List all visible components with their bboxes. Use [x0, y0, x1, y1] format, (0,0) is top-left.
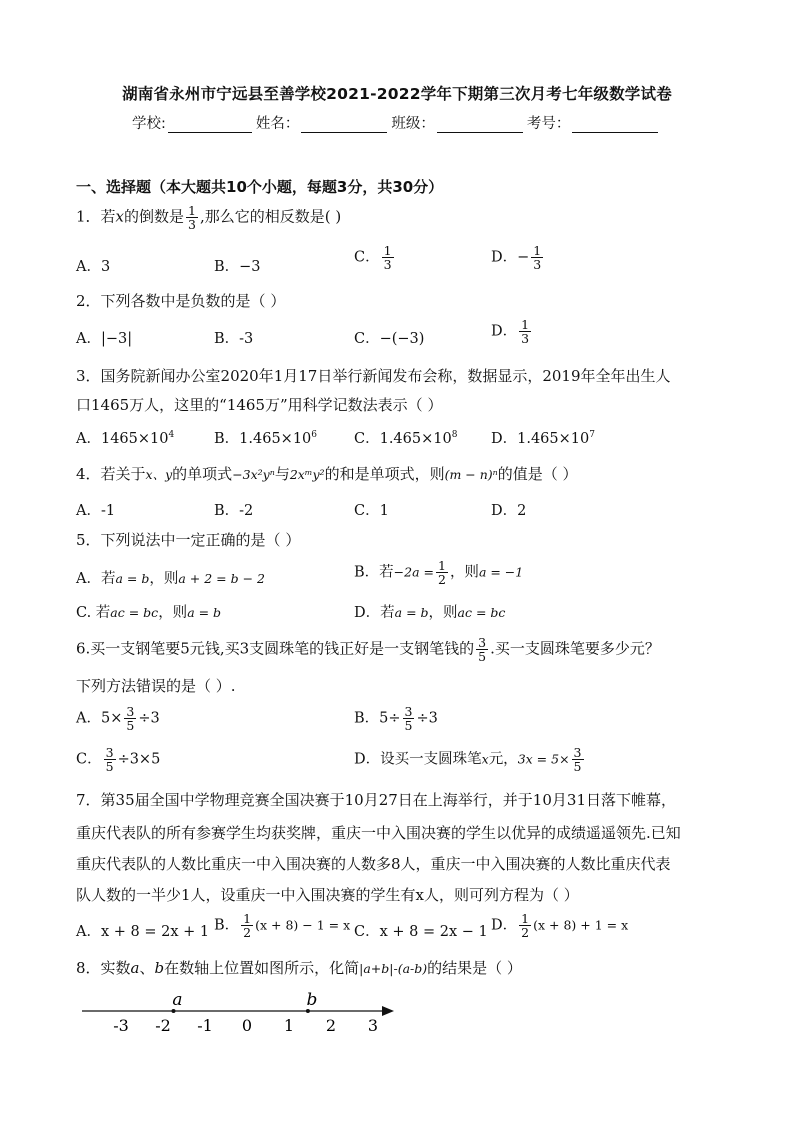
q7-b-den: 2: [243, 925, 252, 941]
q3-option-d[interactable]: [491, 427, 595, 448]
q4-expr: (m − n)ⁿ: [444, 467, 498, 482]
name-label: 姓名：: [255, 116, 300, 132]
q1-c-label: C．: [354, 249, 380, 266]
question-8-stem: [76, 957, 522, 978]
q2-d-num: 1: [521, 317, 530, 332]
q6-option-d[interactable]: [354, 746, 586, 773]
question-2-stem: 2．下列各数中是负数的是（ ）: [76, 292, 286, 310]
q5-b-num: 1: [437, 558, 446, 573]
q2-d-fraction: [519, 318, 531, 345]
q6-c-fraction: [104, 746, 116, 773]
q6-c-post: ÷3×5: [117, 751, 161, 768]
q1-frac-den: 3: [188, 217, 196, 233]
q1-d-fraction: [531, 244, 543, 271]
q7-d-post: (x + 8) + 1 = x: [533, 917, 629, 933]
school-blank[interactable]: [168, 116, 252, 133]
q7-d-den: 2: [521, 925, 530, 941]
q6-post: .买一支圆珠笔要多少元？: [490, 639, 660, 658]
q4-mid3: 的和是单项式，则: [324, 465, 445, 483]
point-a-label: a: [172, 990, 183, 1010]
q5-option-b[interactable]: [354, 559, 523, 586]
q5-a-m2: a + 2 = b − 2: [178, 571, 265, 586]
section-heading: 一、选择题（本大题共10个小题，每题3分，共30分）: [76, 178, 444, 196]
q1-option-b[interactable]: B．−3: [214, 259, 261, 275]
q1-fraction: [186, 204, 198, 231]
number-line-ticks: [113, 1016, 378, 1035]
point-b-label: b: [306, 990, 318, 1010]
q3-option-b[interactable]: [214, 427, 317, 448]
q1-option-a[interactable]: A．3: [76, 259, 111, 275]
q5-b-mid: ，则: [449, 564, 479, 581]
q2-option-c[interactable]: C．−(−3): [354, 331, 425, 347]
q6-d-eq: 3x = 5×: [517, 751, 570, 767]
number-line-arrow-icon: [382, 1006, 394, 1016]
q6-f-den: 5: [478, 649, 487, 665]
q6-d-fraction: [572, 746, 584, 773]
q6-a-den: 5: [126, 718, 135, 734]
q1-frac-num: 1: [188, 203, 196, 218]
q6-option-b[interactable]: [354, 705, 438, 732]
q8-mid: 在数轴上位置如图所示，化简: [164, 959, 360, 977]
q6-c-num: 3: [105, 745, 114, 760]
q6-b-fraction: [403, 705, 415, 732]
q8-post: 的结果是（ ）: [427, 959, 522, 977]
q6-d-x: x: [481, 751, 489, 767]
q6-d-mid: 元，: [488, 751, 518, 768]
q3-b-exp: 6: [311, 430, 318, 441]
question-4-stem: [76, 463, 578, 484]
q6-d-pre: D．设买一支圆珠笔: [354, 751, 482, 768]
q3-d-exp: 7: [589, 430, 595, 441]
q4-mono1: −3x²yⁿ: [232, 467, 275, 482]
q4-vars: x、y: [145, 467, 173, 482]
q6-option-a[interactable]: [76, 705, 160, 732]
q5-option-d[interactable]: [354, 601, 505, 622]
exam-no-blank[interactable]: [572, 116, 658, 133]
q6-d-den: 5: [573, 759, 582, 775]
q5-a-m1: a = b: [115, 571, 150, 586]
question-6-line-1: [76, 636, 660, 663]
q7-option-d[interactable]: [491, 912, 628, 939]
q5-b-fraction: [436, 559, 448, 586]
question-3-line-2: 口1465万人，这里的“1465万”用科学记数法表示（ ）: [76, 396, 443, 414]
q6-b-den: 5: [404, 718, 413, 734]
q3-a-base: A．1465×10: [76, 431, 169, 447]
q3-c-base: C．1.465×10: [354, 431, 452, 447]
q4-option-c[interactable]: C．1: [354, 503, 389, 519]
class-label: 班级：: [391, 116, 435, 132]
exam-title: 湖南省永州市宁远县至善学校2021-2022学年下期第三次月考七年级数学试卷: [122, 85, 672, 103]
tick-label: -3: [113, 1016, 129, 1035]
q5-d-m1: a = b: [394, 605, 429, 620]
q5-c-m2: a = b: [187, 605, 222, 620]
q3-d-base: D．1.465×10: [491, 431, 590, 447]
q5-b-m1: −2a =: [393, 564, 434, 580]
q7-option-c[interactable]: C．x + 8 = 2x − 1: [354, 924, 488, 940]
name-blank[interactable]: [301, 116, 387, 133]
school-label: 学校:: [132, 116, 166, 132]
q1-c-num: 1: [383, 243, 392, 258]
q5-c-pre: C. 若: [76, 605, 111, 621]
q6-a-pre: A．5×: [76, 710, 123, 727]
q5-c-mid: ，则: [158, 605, 188, 621]
q1-option-c[interactable]: [354, 244, 396, 271]
question-5-stem: 5．下列说法中一定正确的是（ ）: [76, 531, 301, 549]
q4-mid2: 与: [274, 465, 290, 483]
number-line-figure: [0, 985, 794, 1045]
q1-d-num: 1: [533, 243, 542, 258]
q1-var: x: [115, 207, 125, 226]
tick-label: -2: [155, 1016, 171, 1035]
q4-option-d[interactable]: D．2: [491, 503, 527, 519]
q7-option-a[interactable]: A．x + 8 = 2x + 1: [76, 924, 210, 940]
q7-d-num: 1: [521, 911, 530, 926]
q8-sep: 、: [139, 959, 155, 977]
q6-b-num: 3: [404, 704, 413, 719]
question-6-line-2: 下列方法错误的是（ ）.: [76, 677, 236, 695]
q6-pre: 6.买一支钢笔要5元钱,买3支圆珠笔的钱正好是一支钢笔钱的: [76, 639, 475, 658]
q4-option-a[interactable]: A．-1: [76, 503, 116, 519]
question-1-stem: [76, 204, 341, 231]
q5-option-a[interactable]: [76, 567, 265, 588]
q7-b-num: 1: [243, 911, 252, 926]
q3-c-exp: 8: [451, 430, 458, 441]
q6-fraction: [476, 636, 488, 663]
q3-a-exp: 4: [168, 430, 175, 441]
tick-label: 1: [283, 1016, 295, 1035]
q5-d-mid: ，则: [428, 605, 458, 621]
q5-a-mid: ，则: [149, 571, 179, 587]
q3-option-c[interactable]: [354, 427, 457, 448]
q5-option-c[interactable]: [76, 601, 221, 622]
q6-b-post: ÷3: [416, 710, 438, 727]
q8-pre: 8．实数: [76, 959, 131, 977]
q7-d-fraction: [519, 912, 531, 939]
q7-d-pre: D．: [491, 917, 518, 934]
q5-b-pre: B．若: [354, 564, 394, 581]
question-7-line-2: 重庆代表队的所有参赛学生均获奖牌，重庆一中入围决赛的学生以优异的成绩遥遥领先.已知: [76, 824, 681, 842]
question-7-line-4: 队人数的一半少1人，设重庆一中入围决赛的学生有x人，则可列方程为（ ）: [76, 886, 579, 904]
q5-a-pre: A．若: [76, 571, 116, 587]
tick-label: 3: [367, 1016, 379, 1035]
q6-c-den: 5: [105, 759, 114, 775]
q1-c-den: 3: [383, 257, 392, 273]
q2-option-d[interactable]: [491, 318, 533, 345]
q1-post: ,那么它的相反数是( ): [199, 207, 342, 226]
q2-option-a[interactable]: A．|−3|: [76, 331, 133, 347]
q5-b-m2: a = −1: [478, 564, 524, 580]
tick-label: 0: [241, 1016, 253, 1035]
q3-option-a[interactable]: [76, 427, 174, 448]
q7-b-fraction: [241, 912, 253, 939]
q6-d-num: 3: [573, 745, 582, 760]
q4-option-b[interactable]: B．-2: [214, 503, 254, 519]
exam-no-label: 考号：: [526, 116, 571, 132]
class-blank[interactable]: [437, 116, 523, 133]
q1-option-d[interactable]: [491, 244, 545, 271]
q7-b-post: (x + 8) − 1 = x: [255, 917, 351, 933]
student-info-row: [132, 112, 662, 133]
q8-b: b: [154, 959, 165, 977]
q5-b-den: 2: [437, 572, 446, 588]
q5-d-m2: ac = bc: [457, 605, 506, 620]
q4-mono2: 2xᵐy²: [289, 467, 325, 482]
q6-a-post: ÷3: [138, 710, 160, 727]
q1-mid: 的倒数是: [124, 207, 185, 226]
q7-b-pre: B．: [214, 917, 240, 934]
q6-option-c[interactable]: [76, 746, 160, 773]
q2-option-b[interactable]: B．-3: [214, 331, 254, 347]
q6-a-fraction: [124, 705, 136, 732]
q4-pre: 4．若关于: [76, 465, 146, 483]
q8-expr: |a+b|-(a-b): [359, 961, 428, 976]
question-7-line-3: 重庆代表队的人数比重庆一中入围决赛的人数多8人，重庆一中入围决赛的人数比重庆代表: [76, 855, 671, 873]
q7-option-b[interactable]: [214, 912, 350, 939]
q1-d-den: 3: [533, 257, 542, 273]
q6-b-pre: B．5÷: [354, 710, 401, 727]
q6-a-num: 3: [126, 704, 135, 719]
q2-d-den: 3: [521, 331, 530, 347]
q1-c-fraction: [382, 244, 394, 271]
question-7-line-1: 7．第35届全国中学物理竞赛全国决赛于10月27日在上海举行，并于10月31日落下帷幕，: [76, 791, 676, 809]
tick-label: 2: [325, 1016, 337, 1035]
question-3-line-1: 3．国务院新闻办公室2020年1月17日举行新闻发布会称，数据显示，2019年全年出生人: [76, 367, 671, 385]
q4-post: 的值是（ ）: [497, 465, 578, 483]
q5-c-m1: ac = bc: [110, 605, 159, 620]
q2-d-label: D．: [491, 323, 518, 340]
tick-label: -1: [197, 1016, 213, 1035]
q1-d-label: D．−: [491, 249, 530, 266]
q3-b-base: B．1.465×10: [214, 431, 312, 447]
q6-f-num: 3: [478, 635, 487, 650]
q4-mid1: 的单项式: [172, 465, 233, 483]
q6-c-pre: C．: [76, 751, 102, 768]
q5-d-pre: D．若: [354, 605, 395, 621]
q1-pre: 1．若: [76, 207, 116, 226]
q8-a: a: [130, 959, 140, 977]
